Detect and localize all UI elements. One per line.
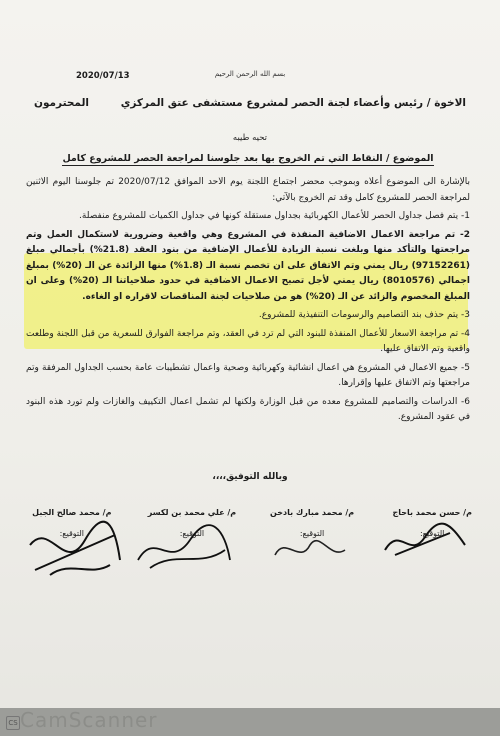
signature-label: التوقيع: (419, 529, 445, 538)
list-item: 5- جميع الاعمال في المشروع هي اعمال انشائية وكهربائية وصحية واعمال تشطيبات عامة بحسب الجداول المرفقة وتم مراجعتها وتم الاتفاق عليها وإقرارها. (26, 362, 470, 388)
list-item: 6- الدراسات والتصاميم للمشروع معده من قبل الوزارة ولكنها لم تشمل اعمال التكييف والغازات ولم تورد هذه البنود في عقود المشروع. (26, 396, 470, 422)
signature-label: التوقيع: (299, 529, 325, 538)
signatory-name: م/ حسن محمد باحاج (392, 508, 472, 517)
list-item: 3- يتم حذف بند التصاميم والرسومات التنفيذية للمشروع. (258, 310, 470, 320)
handwritten-signature-2 (270, 530, 350, 570)
list-item: 1- يتم فصل جداول الحصر للأعمال الكهربائية بجداول مستقلة كونها في جداول الكميات للمشروع منفصلة. (79, 211, 470, 221)
handwritten-signature-1 (380, 515, 470, 565)
closing-line: وبالله التوفيق،،،، (212, 472, 288, 482)
handwritten-signature-3 (130, 520, 240, 580)
signatory-name: م/ محمد صالح الجبل (32, 508, 112, 517)
subject-text: الموضوع / النقاط التي تم الخروج بها بعد جلوسنا لمراجعة الحصر للمشروع كامل (62, 153, 434, 164)
document-body (26, 175, 470, 429)
handwritten-signature-4 (20, 515, 130, 585)
list-item: 4- تم مراجعة الاسعار للأعمال المنفذة للبنود التي لم ترد في العقد، وتم مراجعة الفوارق للسعرية من قبل اللجنة وطلعت واقعية وتم الاتفاق عليها. (26, 328, 470, 354)
addressee-line (34, 97, 466, 109)
camscanner-badge: CS (6, 716, 20, 730)
scanner-watermark: CamScanner (20, 708, 158, 732)
signature-label: التوقيع: (59, 529, 85, 538)
honorific: المحترمون (34, 97, 90, 109)
signatory-name: م/ علي محمد بن لكسر (147, 508, 237, 517)
signature-label: التوقيع: (179, 529, 205, 538)
intro-paragraph: بالإشارة الى الموضوع أعلاه وبموجب محضر اجتماع اللجنة يوم الاحد الموافق 2020/07/12 تم جلوسنا اليوم الاثنين لمراجعة الحصر للمشروع كامل وقد تم الخروج بالآتي: (26, 177, 470, 203)
greeting: تحيه طيبه (232, 133, 268, 143)
basmala: بسم الله الرحمن الرحيم (214, 70, 286, 78)
subject-line (30, 153, 466, 164)
document-date: 2020/07/13 (76, 71, 130, 81)
addressee: الاخوة / رئيس وأعضاء لجنة الحصر لمشروع مستشفى عتق المركزي (120, 97, 466, 109)
list-item-highlighted: 2- تم مراجعة الاعمال الاضافية المنفذة في المشروع وهي واقعية وضرورية لاستكمال العمل وتم مراجعتها والتأكد منها وبلغت نسبة الزيادة للأعمال الإضافية من بنود العقد (21.8%) بأجمالي مبلغ (97152261) ريال يمني وتم الاتفاق على ان تخصم نسبة الـ (1.8%) منها الزائدة عن الـ (20%) بمبلغ اجمالي (8010576) ريال يمني لأجل تصبح الاعمال الاضافية في حدود صلاحياتنا الـ (20%) وعلى ان المبلغ المخصوم والزائد عن الـ (20%) هو من صلاحيات لجنة المناقصات لاقراره او الغاءه. (26, 229, 471, 302)
signatory-name: م/ محمد مبارك بادخن (270, 508, 355, 517)
